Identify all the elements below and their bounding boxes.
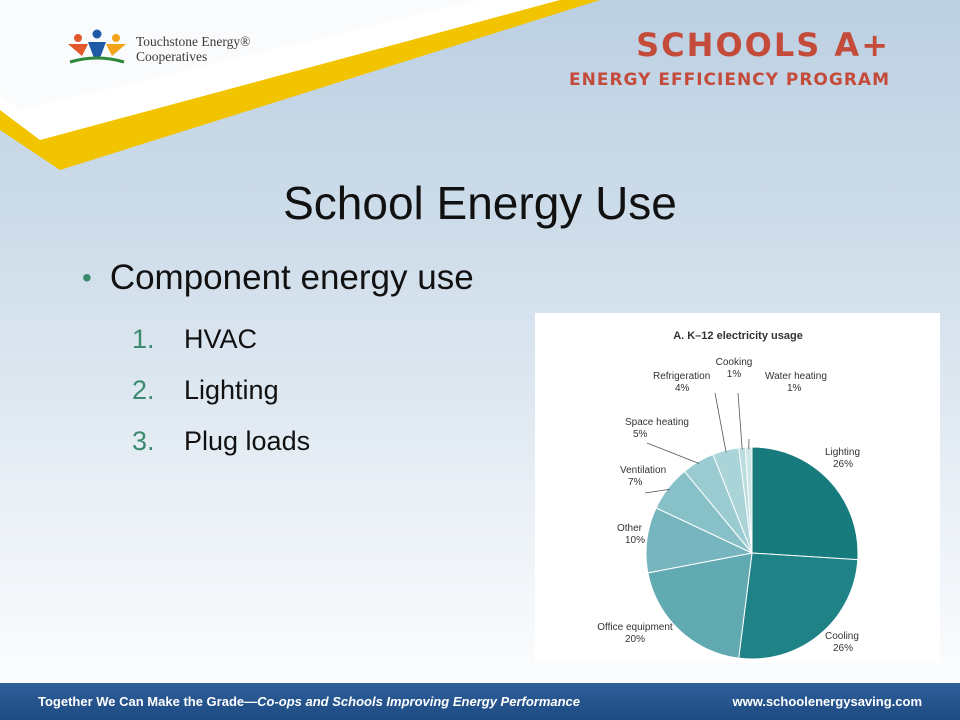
leader-line: [738, 393, 742, 449]
pie-chart-panel: [535, 313, 940, 663]
list-item: [132, 416, 310, 467]
list-item: [132, 314, 310, 365]
slice-label: Refrigeration: [653, 371, 711, 382]
list-number: 1.: [132, 324, 155, 354]
program-subtitle: ENERGY EFFICIENCY PROGRAM: [569, 70, 890, 90]
slide-title: School Energy Use: [283, 177, 677, 229]
list-label: Plug loads: [184, 426, 311, 456]
footer-tagline-start: Together We Can Make the Grade—: [38, 694, 258, 709]
chart-title: A. K–12 electricity usage: [673, 330, 803, 342]
list-label: Lighting: [184, 375, 279, 405]
slice-label: Space heating: [625, 417, 689, 428]
list-label: HVAC: [184, 324, 258, 354]
slice-value-label: 26%: [833, 643, 854, 654]
slice-label: Water heating: [765, 371, 827, 382]
slice-label: Lighting: [825, 447, 861, 458]
slice-value-label: 10%: [625, 535, 646, 546]
list-item: [132, 365, 310, 416]
bullet-text: Component energy use: [109, 258, 474, 297]
logo-line2: Cooperatives: [136, 49, 208, 64]
list-number: 2.: [132, 375, 155, 405]
numbered-list: [132, 314, 310, 467]
footer-tagline: [38, 694, 580, 709]
logo-line1: Touchstone Energy®: [136, 34, 251, 49]
slice-value-label: 20%: [624, 634, 646, 645]
slice-value-label: 1%: [726, 369, 742, 380]
footer-url: www.schoolenergysaving.com: [732, 694, 922, 709]
slice-label: Ventilation: [620, 465, 667, 476]
slice-value-label: 5%: [633, 429, 648, 440]
leader-line: [647, 443, 699, 463]
bullet-dot-icon: •: [82, 262, 92, 293]
slice-value-label: 26%: [833, 459, 854, 470]
touchstone-people-icon: [64, 26, 130, 72]
slice-value-label: 4%: [675, 383, 690, 394]
pie-chart: [535, 313, 940, 663]
slice-value-label: 7%: [628, 477, 643, 488]
list-number: 3.: [132, 426, 155, 456]
slice-label: Cooling: [825, 631, 859, 642]
leader-line: [715, 393, 726, 452]
slice-label: Office equipment: [597, 622, 673, 633]
slice-label: Cooking: [715, 357, 753, 368]
footer-bar: [0, 683, 960, 720]
program-title: SCHOOLS A+: [636, 26, 890, 64]
footer-tagline-em: Co-ops and Schools Improving Energy Performance: [257, 694, 581, 709]
slice-label: Other: [617, 523, 643, 534]
slice-value-label: 1%: [787, 383, 802, 394]
touchstone-logo: [64, 26, 250, 72]
program-logo: [569, 26, 890, 90]
bullet-item: [82, 258, 474, 298]
